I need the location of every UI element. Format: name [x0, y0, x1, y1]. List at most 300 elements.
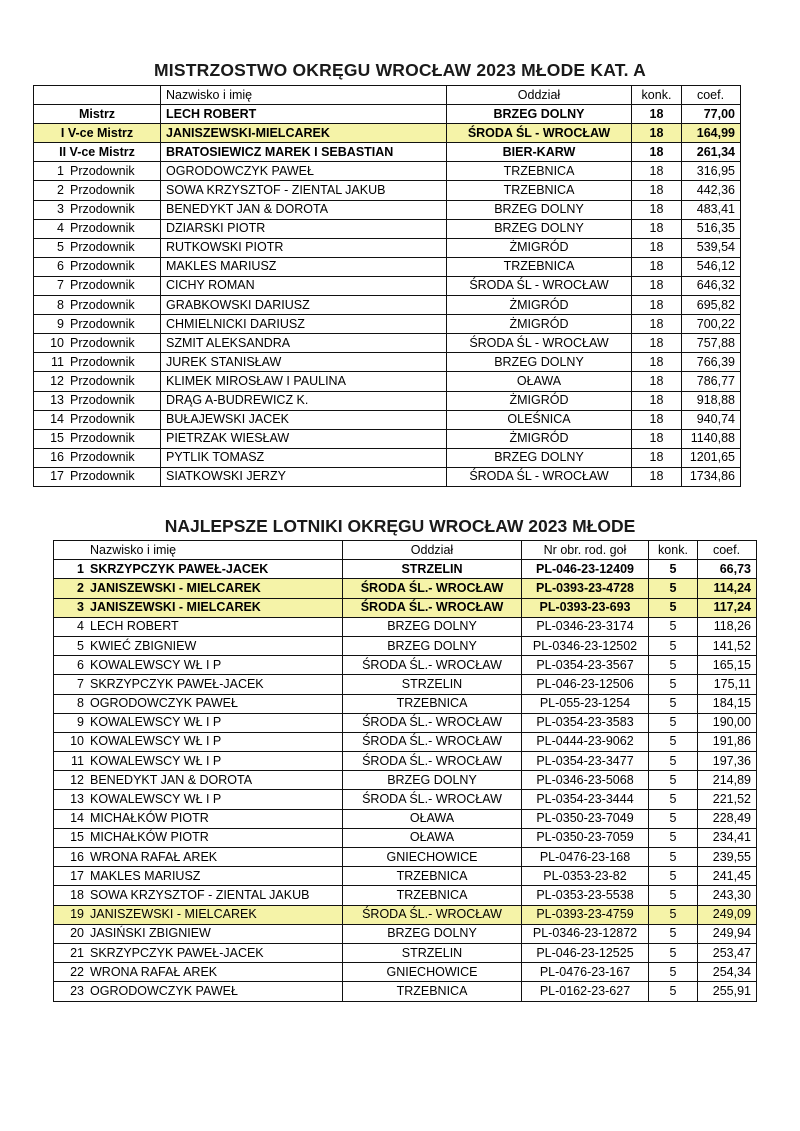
row-name: CICHY ROMAN: [161, 276, 447, 295]
table-row: [54, 963, 757, 982]
row-coef: 253,47: [698, 943, 757, 962]
table-row: [34, 181, 741, 200]
row-name: KOWALEWSCY WŁ I P: [87, 732, 343, 751]
championship-table: [33, 85, 741, 487]
row-branch: ŻMIGRÓD: [447, 429, 632, 448]
row-branch: ŚRODA ŚL.- WROCŁAW: [343, 905, 522, 924]
row-branch: TRZEBNICA: [447, 181, 632, 200]
row-coef: 114,24: [698, 579, 757, 598]
row-ring-number: PL-0393-23-693: [522, 598, 649, 617]
header-rank: [54, 541, 88, 560]
row-rank: 11: [34, 353, 68, 372]
row-name: JANISZEWSKI - MIELCAREK: [87, 598, 343, 617]
row-konk: 18: [632, 315, 682, 334]
row-konk: 5: [649, 828, 698, 847]
row-rank: 8: [54, 694, 88, 713]
row-name: KLIMEK MIROSŁAW I PAULINA: [161, 372, 447, 391]
row-coef: 141,52: [698, 636, 757, 655]
row-name: SKRZYPCZYK PAWEŁ-JACEK: [87, 560, 343, 579]
row-name: DRĄG A-BUDREWICZ K.: [161, 391, 447, 410]
table-row: [54, 943, 757, 962]
table-row: [54, 790, 757, 809]
row-branch: ŚRODA ŚL.- WROCŁAW: [343, 656, 522, 675]
row-title: Przodownik: [67, 315, 161, 334]
row-title: Przodownik: [67, 162, 161, 181]
row-coef: 77,00: [682, 105, 741, 124]
row-konk: 5: [649, 694, 698, 713]
row-konk: 5: [649, 598, 698, 617]
row-konk: 18: [632, 200, 682, 219]
row-branch: ŚRODA ŚL.- WROCŁAW: [343, 732, 522, 751]
row-rank: 1: [54, 560, 88, 579]
row-branch: STRZELIN: [343, 675, 522, 694]
row-title: Przodownik: [67, 257, 161, 276]
best-flyers-table-wrap: [53, 540, 751, 1002]
row-konk: 5: [649, 713, 698, 732]
row-title: Przodownik: [67, 353, 161, 372]
row-ring-number: PL-0346-23-3174: [522, 617, 649, 636]
row-konk: 5: [649, 752, 698, 771]
row-rank: 17: [34, 467, 68, 486]
row-coef: 228,49: [698, 809, 757, 828]
row-branch: ŚRODA ŚL.- WROCŁAW: [343, 790, 522, 809]
table-row: [54, 886, 757, 905]
row-name: SKRZYPCZYK PAWEŁ-JACEK: [87, 675, 343, 694]
row-rank: 7: [34, 276, 68, 295]
row-title: Przodownik: [67, 200, 161, 219]
row-branch: BRZEG DOLNY: [343, 924, 522, 943]
header-branch: Oddział: [343, 541, 522, 560]
row-title: Przodownik: [67, 181, 161, 200]
table-row: [34, 391, 741, 410]
row-title: Przodownik: [67, 467, 161, 486]
row-coef: 695,82: [682, 296, 741, 315]
row-konk: 5: [649, 560, 698, 579]
table-row: [54, 924, 757, 943]
row-name: LECH ROBERT: [161, 105, 447, 124]
row-name: RUTKOWSKI PIOTR: [161, 238, 447, 257]
row-coef: 442,36: [682, 181, 741, 200]
table-row: [34, 276, 741, 295]
row-name: JANISZEWSKI - MIELCAREK: [87, 579, 343, 598]
row-name: OGRODOWCZYK PAWEŁ: [161, 162, 447, 181]
row-branch: OŁAWA: [343, 809, 522, 828]
row-coef: 757,88: [682, 334, 741, 353]
row-coef: 118,26: [698, 617, 757, 636]
row-rank: 12: [54, 771, 88, 790]
row-konk: 18: [632, 410, 682, 429]
row-ring-number: PL-0353-23-5538: [522, 886, 649, 905]
table-row: [54, 752, 757, 771]
row-ring-number: PL-0346-23-5068: [522, 771, 649, 790]
row-coef: 786,77: [682, 372, 741, 391]
row-branch: GNIECHOWICE: [343, 848, 522, 867]
table-row: [54, 636, 757, 655]
row-konk: 5: [649, 943, 698, 962]
row-ring-number: PL-0346-23-12502: [522, 636, 649, 655]
row-name: CHMIELNICKI DARIUSZ: [161, 315, 447, 334]
row-title: Przodownik: [67, 410, 161, 429]
table-row: [34, 467, 741, 486]
row-konk: 18: [632, 257, 682, 276]
row-rank: 9: [54, 713, 88, 732]
row-name: WRONA RAFAŁ AREK: [87, 963, 343, 982]
row-rank: 5: [34, 238, 68, 257]
row-coef: 239,55: [698, 848, 757, 867]
row-coef: 221,52: [698, 790, 757, 809]
row-name: MAKLES MARIUSZ: [87, 867, 343, 886]
row-rank: 23: [54, 982, 88, 1001]
row-branch: ŚRODA ŚL - WROCŁAW: [447, 124, 632, 143]
row-name: MICHAŁKÓW PIOTR: [87, 828, 343, 847]
row-rank: 22: [54, 963, 88, 982]
row-konk: 5: [649, 636, 698, 655]
row-name: GRABKOWSKI DARIUSZ: [161, 296, 447, 315]
row-name: JANISZEWSKI - MIELCAREK: [87, 905, 343, 924]
row-branch: TRZEBNICA: [343, 982, 522, 1001]
table-row: [54, 771, 757, 790]
row-coef: 66,73: [698, 560, 757, 579]
row-coef: 261,34: [682, 143, 741, 162]
row-title: Przodownik: [67, 391, 161, 410]
table-row: [54, 905, 757, 924]
row-coef: 214,89: [698, 771, 757, 790]
row-rank: 10: [34, 334, 68, 353]
best-flyers-table: [53, 540, 757, 1002]
row-name: MICHAŁKÓW PIOTR: [87, 809, 343, 828]
row-branch: OŁAWA: [343, 828, 522, 847]
row-coef: 175,11: [698, 675, 757, 694]
row-konk: 18: [632, 219, 682, 238]
table-row: [54, 694, 757, 713]
row-branch: ŻMIGRÓD: [447, 238, 632, 257]
row-rank: 5: [54, 636, 88, 655]
row-rank: 15: [54, 828, 88, 847]
table-row: [54, 617, 757, 636]
row-name: OGRODOWCZYK PAWEŁ: [87, 694, 343, 713]
row-coef: 1734,86: [682, 467, 741, 486]
row-branch: GNIECHOWICE: [343, 963, 522, 982]
table-row: [54, 848, 757, 867]
row-ring-number: PL-0350-23-7059: [522, 828, 649, 847]
row-name: DZIARSKI PIOTR: [161, 219, 447, 238]
row-konk: 18: [632, 429, 682, 448]
row-coef: 483,41: [682, 200, 741, 219]
row-konk: 5: [649, 963, 698, 982]
row-coef: 1201,65: [682, 448, 741, 467]
table-header-row: [54, 541, 757, 560]
table-row: [54, 828, 757, 847]
table-row: [54, 675, 757, 694]
row-konk: 18: [632, 105, 682, 124]
row-rank: 10: [54, 732, 88, 751]
row-branch: BRZEG DOLNY: [447, 353, 632, 372]
header-coef: coef.: [682, 86, 741, 105]
row-ring-number: PL-0444-23-9062: [522, 732, 649, 751]
row-name: BENEDYKT JAN & DOROTA: [161, 200, 447, 219]
table-row: [34, 200, 741, 219]
row-branch: BRZEG DOLNY: [343, 617, 522, 636]
row-rank: 4: [54, 617, 88, 636]
row-rank: 9: [34, 315, 68, 334]
row-konk: 18: [632, 372, 682, 391]
row-name: BRATOSIEWICZ MAREK I SEBASTIAN: [161, 143, 447, 162]
row-branch: ŻMIGRÓD: [447, 296, 632, 315]
table-row: [34, 143, 741, 162]
row-ring-number: PL-0476-23-167: [522, 963, 649, 982]
row-name: BUŁAJEWSKI JACEK: [161, 410, 447, 429]
row-coef: 164,99: [682, 124, 741, 143]
header-branch: Oddział: [447, 86, 632, 105]
row-konk: 5: [649, 867, 698, 886]
row-coef: 249,09: [698, 905, 757, 924]
row-coef: 117,24: [698, 598, 757, 617]
row-rank: 14: [54, 809, 88, 828]
row-konk: 5: [649, 905, 698, 924]
row-title: Przodownik: [67, 372, 161, 391]
table-row: [54, 732, 757, 751]
row-coef: 918,88: [682, 391, 741, 410]
row-rank: 20: [54, 924, 88, 943]
row-coef: 197,36: [698, 752, 757, 771]
row-branch: BRZEG DOLNY: [447, 219, 632, 238]
table-row: [54, 656, 757, 675]
row-coef: 1140,88: [682, 429, 741, 448]
row-branch: BIER-KARW: [447, 143, 632, 162]
row-branch: BRZEG DOLNY: [447, 105, 632, 124]
table-row: [34, 162, 741, 181]
row-coef: 646,32: [682, 276, 741, 295]
row-rank: 4: [34, 219, 68, 238]
row-ring-number: PL-055-23-1254: [522, 694, 649, 713]
row-ring-number: PL-046-23-12506: [522, 675, 649, 694]
row-branch: ŻMIGRÓD: [447, 315, 632, 334]
row-ring-number: PL-0354-23-3567: [522, 656, 649, 675]
header-rank-title: [67, 86, 161, 105]
row-title: Przodownik: [67, 448, 161, 467]
row-coef: 234,41: [698, 828, 757, 847]
row-branch: ŚRODA ŚL.- WROCŁAW: [343, 579, 522, 598]
table-row: [54, 598, 757, 617]
table-row: [34, 410, 741, 429]
table-row: [34, 315, 741, 334]
row-branch: BRZEG DOLNY: [343, 636, 522, 655]
row-coef: 184,15: [698, 694, 757, 713]
row-name: KOWALEWSCY WŁ I P: [87, 752, 343, 771]
row-branch: BRZEG DOLNY: [447, 448, 632, 467]
row-name: SKRZYPCZYK PAWEŁ-JACEK: [87, 943, 343, 962]
row-konk: 5: [649, 656, 698, 675]
row-coef: 249,94: [698, 924, 757, 943]
row-coef: 516,35: [682, 219, 741, 238]
row-branch: BRZEG DOLNY: [447, 200, 632, 219]
table-row: [34, 296, 741, 315]
table-row: [34, 353, 741, 372]
row-coef: 316,95: [682, 162, 741, 181]
row-coef: 940,74: [682, 410, 741, 429]
row-ring-number: PL-046-23-12409: [522, 560, 649, 579]
row-title: Przodownik: [67, 276, 161, 295]
row-branch: STRZELIN: [343, 560, 522, 579]
row-konk: 18: [632, 391, 682, 410]
row-name: PYTLIK TOMASZ: [161, 448, 447, 467]
row-branch: OŁAWA: [447, 372, 632, 391]
row-ring-number: PL-0354-23-3477: [522, 752, 649, 771]
row-rank: 14: [34, 410, 68, 429]
row-konk: 5: [649, 790, 698, 809]
row-name: BENEDYKT JAN & DOROTA: [87, 771, 343, 790]
row-konk: 18: [632, 124, 682, 143]
row-rank: 15: [34, 429, 68, 448]
table-row: [34, 219, 741, 238]
row-ring-number: PL-0346-23-12872: [522, 924, 649, 943]
row-rank: 3: [54, 598, 88, 617]
row-name: KOWALEWSCY WŁ I P: [87, 713, 343, 732]
row-coef: 165,15: [698, 656, 757, 675]
row-ring-number: PL-0476-23-168: [522, 848, 649, 867]
row-title: Przodownik: [67, 334, 161, 353]
row-name: KWIEĆ ZBIGNIEW: [87, 636, 343, 655]
best-flyers-table-body: [54, 560, 757, 1001]
row-branch: OLEŚNICA: [447, 410, 632, 429]
row-konk: 5: [649, 732, 698, 751]
row-konk: 5: [649, 579, 698, 598]
table-row: [54, 713, 757, 732]
row-konk: 18: [632, 448, 682, 467]
row-rank: 17: [54, 867, 88, 886]
row-konk: 18: [632, 143, 682, 162]
row-konk: 5: [649, 848, 698, 867]
row-coef: 190,00: [698, 713, 757, 732]
table-row: [34, 105, 741, 124]
row-konk: 18: [632, 353, 682, 372]
header-konk: konk.: [632, 86, 682, 105]
row-konk: 5: [649, 617, 698, 636]
row-branch: ŚRODA ŚL - WROCŁAW: [447, 334, 632, 353]
row-name: SIATKOWSKI JERZY: [161, 467, 447, 486]
row-konk: 5: [649, 886, 698, 905]
row-branch: TRZEBNICA: [343, 694, 522, 713]
row-name: OGRODOWCZYK PAWEŁ: [87, 982, 343, 1001]
championship-table-head: [34, 86, 741, 105]
row-name: JASIŃSKI ZBIGNIEW: [87, 924, 343, 943]
row-name: KOWALEWSCY WŁ I P: [87, 656, 343, 675]
row-rank: 16: [54, 848, 88, 867]
row-ring-number: PL-046-23-12525: [522, 943, 649, 962]
row-konk: 18: [632, 334, 682, 353]
row-coef: 546,12: [682, 257, 741, 276]
row-name: KOWALEWSCY WŁ I P: [87, 790, 343, 809]
row-name: LECH ROBERT: [87, 617, 343, 636]
row-branch: ŚRODA ŚL.- WROCŁAW: [343, 752, 522, 771]
row-rank: 12: [34, 372, 68, 391]
row-konk: 5: [649, 982, 698, 1001]
table-row: [54, 867, 757, 886]
row-konk: 5: [649, 924, 698, 943]
row-name: SOWA KRZYSZTOF - ZIENTAL JAKUB: [87, 886, 343, 905]
row-rank: 6: [54, 656, 88, 675]
row-name: SOWA KRZYSZTOF - ZIENTAL JAKUB: [161, 181, 447, 200]
row-name: WRONA RAFAŁ AREK: [87, 848, 343, 867]
header-ring-number: Nr obr. rod. goł: [522, 541, 649, 560]
row-title: Przodownik: [67, 219, 161, 238]
table-header-row: [34, 86, 741, 105]
row-branch: STRZELIN: [343, 943, 522, 962]
row-rank: 1: [34, 162, 68, 181]
row-branch: ŚRODA ŚL - WROCŁAW: [447, 467, 632, 486]
row-name: JANISZEWSKI-MIELCAREK: [161, 124, 447, 143]
row-rank: 7: [54, 675, 88, 694]
row-rank: 2: [34, 181, 68, 200]
row-konk: 18: [632, 276, 682, 295]
table-row: [54, 982, 757, 1001]
championship-table-body: [34, 105, 741, 487]
row-rank: 8: [34, 296, 68, 315]
table-row: [34, 238, 741, 257]
row-coef: 243,30: [698, 886, 757, 905]
row-rank-title: Mistrz: [34, 105, 161, 124]
row-rank-title: I V-ce Mistrz: [34, 124, 161, 143]
header-name: Nazwisko i imię: [87, 541, 343, 560]
table-row: [34, 448, 741, 467]
row-rank: 3: [34, 200, 68, 219]
row-rank: 11: [54, 752, 88, 771]
row-coef: 766,39: [682, 353, 741, 372]
row-konk: 5: [649, 771, 698, 790]
table-row: [34, 429, 741, 448]
row-coef: 241,45: [698, 867, 757, 886]
row-ring-number: PL-0162-23-627: [522, 982, 649, 1001]
row-title: Przodownik: [67, 238, 161, 257]
header-name: Nazwisko i imię: [161, 86, 447, 105]
row-coef: 191,86: [698, 732, 757, 751]
row-branch: BRZEG DOLNY: [343, 771, 522, 790]
table-row: [34, 334, 741, 353]
row-branch: TRZEBNICA: [343, 867, 522, 886]
row-rank: 6: [34, 257, 68, 276]
championship-title: MISTRZOSTWO OKRĘGU WROCŁAW 2023 MŁODE KAT. A: [154, 60, 646, 80]
row-ring-number: PL-0353-23-82: [522, 867, 649, 886]
row-title: Przodownik: [67, 429, 161, 448]
row-branch: TRZEBNICA: [447, 257, 632, 276]
row-rank: 18: [54, 886, 88, 905]
table-row: [54, 579, 757, 598]
row-konk: 5: [649, 675, 698, 694]
row-rank: 19: [54, 905, 88, 924]
row-coef: 255,91: [698, 982, 757, 1001]
table-row: [34, 257, 741, 276]
row-branch: ŚRODA ŚL.- WROCŁAW: [343, 598, 522, 617]
row-title: Przodownik: [67, 296, 161, 315]
row-rank: 13: [54, 790, 88, 809]
best-flyers-table-head: [54, 541, 757, 560]
row-rank: 2: [54, 579, 88, 598]
row-ring-number: PL-0393-23-4759: [522, 905, 649, 924]
table-row: [54, 809, 757, 828]
header-konk: konk.: [649, 541, 698, 560]
best-flyers-title: NAJLEPSZE LOTNIKI OKRĘGU WROCŁAW 2023 MŁODE: [164, 516, 636, 536]
row-name: MAKLES MARIUSZ: [161, 257, 447, 276]
row-rank: 13: [34, 391, 68, 410]
championship-table-wrap: [33, 85, 735, 487]
row-konk: 18: [632, 181, 682, 200]
row-name: SZMIT ALEKSANDRA: [161, 334, 447, 353]
row-name: JUREK STANISŁAW: [161, 353, 447, 372]
row-branch: ŻMIGRÓD: [447, 391, 632, 410]
table-row: [34, 372, 741, 391]
row-branch: ŚRODA ŚL - WROCŁAW: [447, 276, 632, 295]
table-row: [34, 124, 741, 143]
